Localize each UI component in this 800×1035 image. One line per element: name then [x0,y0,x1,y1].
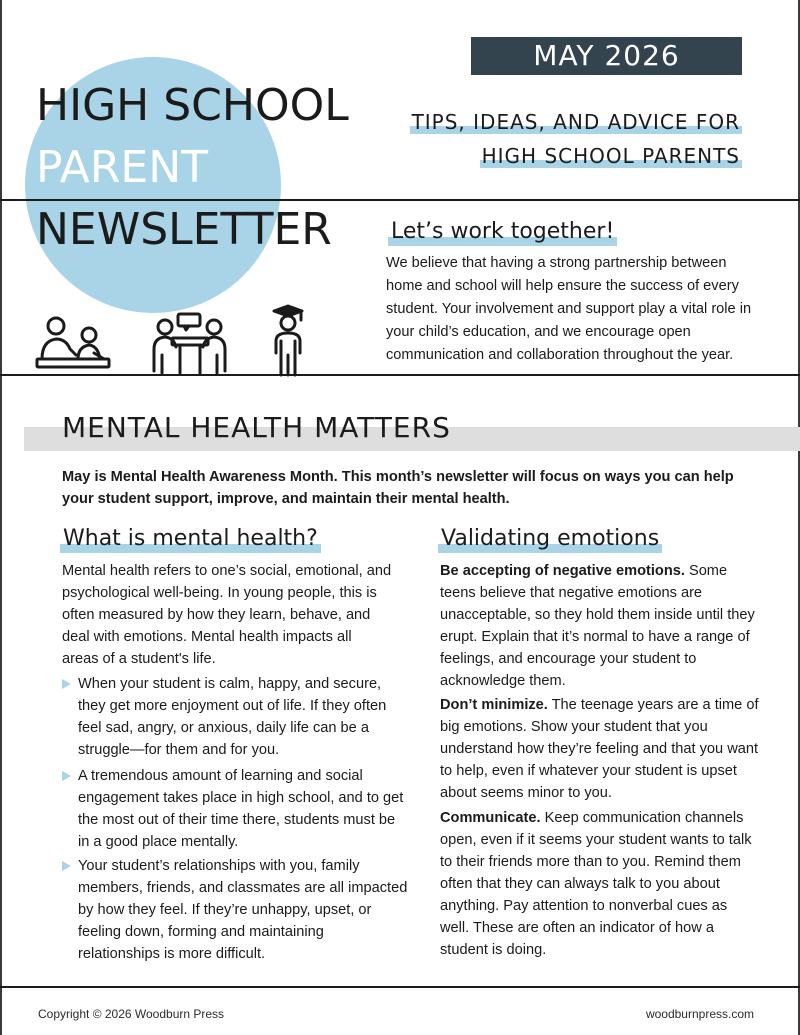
tagline-line-1-text: TIPS, IDEAS, AND ADVICE FOR [411,110,740,134]
intro-divider [0,374,800,376]
bullet-triangle-icon [62,861,71,871]
intro-text: We believe that having a strong partnership between home and school will help ensure the success of every student. Your involvement and support play a vital role in your child’s education, and we encourage open communication and collaboration throughout the year. [386,255,752,363]
bullet-item [62,765,408,853]
bullet-text: Your student’s relationships with you, family members, friends, and classmates are all impacted by how they feel. If they’re unhappy, upset, or feeling down, forming and maintaining relationships is more difficult. [78,858,408,962]
bullet-text: A tremendous amount of learning and social engagement takes place in high school, and to get the most out of their time there, students must be in a good place mentally. [78,768,404,850]
footer-divider [0,986,800,988]
right-paragraph-text: Some teens believe that negative emotions are unacceptable, so they hold them inside until they erupt. Explain that it’s normal to have a range of feelings, and encourage your student to acknowledge them. [440,563,755,689]
issue-date-badge: MAY 2026 [471,37,742,75]
section-title: MENTAL HEALTH MATTERS [62,411,451,444]
right-paragraph-lead: Communicate. [440,810,541,826]
title-line-2: PARENT [36,142,208,193]
left-column-intro: Mental health refers to one’s social, emotional, and psychological well-being. In young people, this is often measured by how they learn, behave, and deal with emotions. Mental health impacts all areas of a student's life. [62,563,392,667]
bullet-triangle-icon [62,771,71,781]
tagline-line-2-text: HIGH SCHOOL PARENTS [481,144,740,168]
graduate-icon [268,303,308,377]
right-paragraph [440,694,760,804]
right-paragraph [440,560,760,692]
footer-website-link[interactable]: woodburnpress.com [645,1007,754,1021]
discussion-icon [150,311,230,377]
right-paragraph-text: Keep communication channels open, even if it seems your student wants to talk to their friends more than to you. Remind them often that they can always talk to you about anything. Pay attention to nonverbal cues as well. These are often an indicator of how a student is doing. [440,810,752,958]
right-column-heading: Validating emotions [438,525,662,553]
right-paragraph-lead: Don’t minimize. [440,697,548,713]
tagline-line-1 [410,110,742,134]
right-paragraph [440,807,760,961]
section-lead: May is Mental Health Awareness Month. This month’s newsletter will focus on ways you can help your student support, improve, and maintain their mental health. [62,469,734,507]
footer-copyright: Copyright © 2026 Woodburn Press [38,1007,225,1021]
bullet-item [62,673,408,761]
header-divider [0,199,800,201]
page-border-left [0,0,2,1035]
right-paragraph-text: The teenage years are a time of big emotions. Show your student that you understand how they’re feeling and that you want to help, even if whatever your student is upset about seems minor to you. [440,697,759,801]
bullet-text: When your student is calm, happy, and secure, they get more enjoyment out of life. If they often feel sad, angry, or anxious, daily life can be a struggle—for them and for you. [78,676,387,758]
tagline-line-2 [480,144,742,168]
bullet-triangle-icon [62,679,71,689]
title-line-3: NEWSLETTER [36,204,332,255]
title-line-1: HIGH SCHOOL [36,80,349,131]
studying-together-icon [34,315,114,377]
left-column-heading: What is mental health? [60,525,321,553]
intro-heading: Let’s work together! [388,218,617,246]
bullet-item [62,855,408,965]
right-paragraph-lead: Be accepting of negative emotions. [440,563,685,579]
